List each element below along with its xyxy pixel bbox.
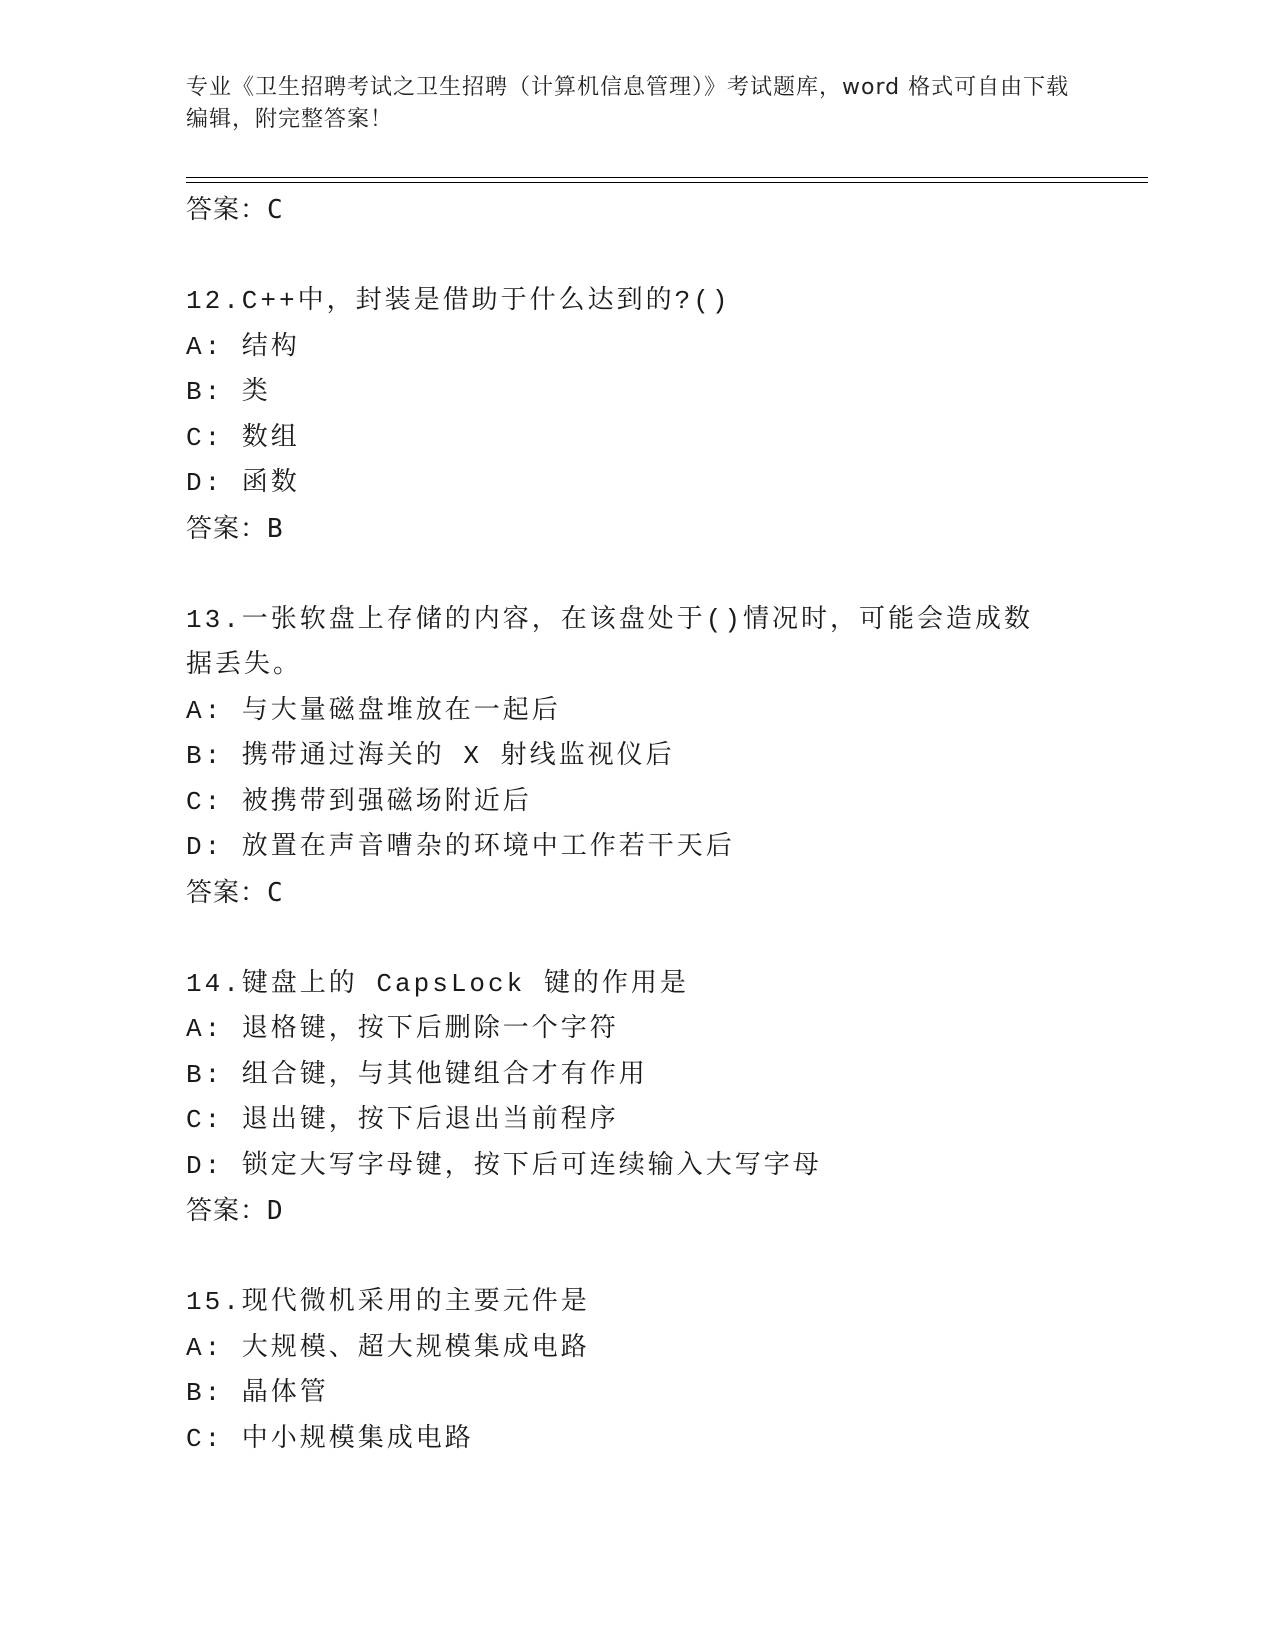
option-c: C: 退出键，按下后退出当前程序: [186, 1105, 619, 1135]
question-block-15: [186, 1280, 1086, 1462]
page-header: 专业《卫生招聘考试之卫生招聘（计算机信息管理）》考试题库，word 格式可自由下载编辑，附完整答案！: [186, 75, 1070, 132]
option-c: C: 数组: [186, 422, 300, 453]
option-d: D: 放置在声音嘈杂的环境中工作若干天后: [186, 832, 735, 862]
option-b: B: 组合键，与其他键组合才有作用: [186, 1059, 648, 1090]
question-text: 12.C++中，封装是借助于什么达到的?(): [186, 286, 731, 316]
option-b: B: 携带通过海关的 X 射线监视仪后: [186, 741, 675, 771]
option-d: D: 锁定大写字母键，按下后可连续输入大写字母: [186, 1150, 822, 1181]
spacer: [186, 1235, 1086, 1281]
question-text: 13.一张软盘上存储的内容，在该盘处于()情况时，可能会造成数据丢失。: [186, 604, 1034, 680]
option-b: B: 晶体管: [186, 1378, 329, 1408]
answer-line: 答案：B: [186, 513, 284, 544]
header-rule-bottom: [186, 182, 1148, 183]
answer-line: 答案：C: [186, 877, 284, 908]
option-b: B: 类: [186, 377, 271, 407]
option-a: A: 结构: [186, 331, 300, 362]
question-list: [186, 188, 1086, 1462]
option-a: A: 大规模、超大规模集成电路: [186, 1332, 590, 1363]
option-c: C: 中小规模集成电路: [186, 1423, 474, 1454]
option-d: D: 函数: [186, 468, 300, 498]
question-block-14: [186, 962, 1086, 1235]
option-a: A: 与大量磁盘堆放在一起后: [186, 695, 561, 726]
header-rule-top: [186, 177, 1148, 178]
question-block-12: [186, 279, 1086, 552]
question-block-13: [186, 598, 1086, 917]
spacer: [186, 916, 1086, 962]
answer-line: 答案：D: [186, 1196, 284, 1226]
question-text: 14.键盘上的 CapsLock 键的作用是: [186, 968, 689, 999]
spacer: [186, 552, 1086, 598]
spacer: [186, 234, 1086, 280]
answer-line: 答案：C: [186, 195, 284, 225]
question-text: 15.现代微机采用的主要元件是: [186, 1287, 590, 1317]
option-c: C: 被携带到强磁场附近后: [186, 786, 532, 817]
option-a: A: 退格键，按下后删除一个字符: [186, 1014, 619, 1044]
